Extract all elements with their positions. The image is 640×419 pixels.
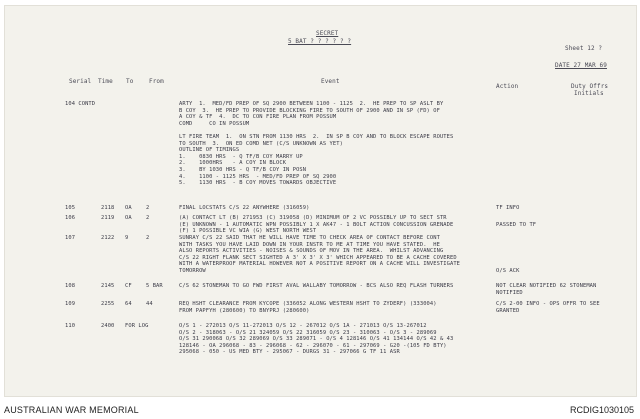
unit-title: 5 BAT ? ? ? ? ? ? (288, 38, 352, 45)
entry-event-line: (E) UNKNOWN - 1 AUTOMATIC WPN POSSIBLY 1 X AK47 - 1 BOLT ACTION CONCUSSION GRENADE (179, 221, 454, 228)
entry-serial: 110 (65, 323, 76, 329)
entry-to: 64 (125, 301, 132, 307)
entry-event-line: COMD CO IN POSSUM (179, 120, 250, 127)
archive-name: AUSTRALIAN WAR MEMORIAL (4, 405, 139, 415)
entry-event-line: SUNRAY C/S 22 SAID THAT HE WILL HAVE TIME TO CHECK AREA OF CONTACT BEFORE CONT (179, 235, 440, 241)
entry-action-line: GRANTED (496, 307, 520, 314)
classification: SECRET (316, 30, 339, 37)
entry-event-line: 3. BY 1030 HRS - Q TF/B COY IN POSN (179, 167, 307, 173)
entry-time: 2122 (101, 235, 115, 241)
log-date: DATE 27 MAR 69 (555, 62, 607, 69)
entry-event-line: LT FIRE TEAM 1. ON STN FROM 1130 HRS 2. IN SP B COY AND TO BLOCK ESCAPE ROUTES (179, 134, 454, 140)
entry-event-line: OUTLINE OF TIMINGS (179, 147, 240, 154)
entry-event-line: O/S 2 - 318063 - O/S 21 324059 O/S 22 316059 O/S 23 - 310063 - O/S 3 - 289069 (179, 329, 437, 336)
entry-event-line: 1. 0830 HRS - Q TF/B COY MARRY UP (179, 153, 303, 160)
entry-time: 2118 (101, 205, 115, 211)
entry-to: CF (125, 283, 132, 289)
col-event: Event (321, 78, 340, 85)
entry-event-line: 128146 - OA 296068 - 83 - 296068 - 62 - 296070 - 61 - 297069 - G20 -(105 FD BTY) (179, 342, 447, 349)
entry-event-line: FINAL LOCSTATS C/S 22 ANYWHERE (316059) (179, 205, 310, 211)
entry-action-line: TF INFO (496, 205, 520, 211)
entry-from: 5 BAR (146, 283, 163, 289)
entry-event-line: ARTY 1. MED/FD PREP OF SQ 2900 BETWEEN 1100 - 1125 2. HE PREP TO SP ASLT BY (179, 101, 444, 107)
entry-event-line: A COY & TF 4. DC TO CON FIRE PLAN FROM POSSUM (179, 114, 337, 121)
sheet-number: Sheet 12 ? (565, 45, 603, 52)
col-action: Action (496, 83, 519, 90)
entry-action-line: O/S ACK (496, 268, 520, 274)
entry-from: 2 (146, 235, 150, 241)
entry-event-line: (A) CONTACT LT (B) 271953 (C) 319058 (D) MINIMUM OF 2 VC POSSIBLY UP TO SECT STR (179, 215, 447, 221)
entry-event-line: 4. 1100 - 1125 HRS - MED/FD PREP OF SQ 2900 (179, 173, 337, 180)
entry-time: 2400 (101, 323, 115, 329)
entry-time: 2145 (101, 283, 115, 289)
record-id: RCDIG1030105 (569, 405, 634, 415)
col-time: Time (98, 78, 113, 85)
log-sheet (4, 5, 637, 397)
entry-to: FOR LOG (125, 323, 149, 329)
entry-event-line: TO SOUTH 3. ON ED COMD NET (C/S UNKNOWN AS YET) (179, 140, 343, 147)
col-to: To (126, 78, 134, 85)
entry-serial: 106 (65, 215, 76, 221)
entry-from: 2 (146, 215, 150, 221)
entry-serial: 104 CONTD (65, 101, 96, 107)
col-from: From (149, 78, 164, 85)
entry-event-line: 2. 1000HRS - A COY IN BLOCK (179, 160, 287, 167)
entry-event-line: O/S 31 290068 O/S 32 289069 O/S 33 289071 - O/S 4 128146 O/S 41 134144 O/S 42 & 43 (179, 336, 454, 343)
col-duty: Duty Offrs (571, 83, 609, 90)
entry-event-line: B COY 3. HE PREP TO PROVIDE BLOCKING FIRE TO SOUTH OF 2900 AND IN SP (FD) OF (179, 107, 440, 114)
entry-serial: 108 (65, 283, 76, 289)
entry-event-line: C/S 22 RIGHT FLANK SECT SIGHTED A 3' X 3' X 3' WHICH APPEARED TO BE A CACHE COVERED (179, 254, 457, 261)
entry-event-line: TOMORROW (179, 268, 206, 274)
entry-event-line: ALSO REPORTS ACTIVITIES - NOISES & SOUNDS OF MOV IN THE AREA. WHILST ADVANCING (179, 248, 444, 255)
entry-time: 2255 (101, 301, 115, 307)
entry-serial: 105 (65, 205, 76, 211)
entry-action-line: NOTIFIED (496, 289, 523, 296)
entry-to: OA (125, 205, 132, 211)
entry-event-line: 295068 - 050 - US MED BTY - 295067 - DURGS 31 - 297066 G TF 11 ASR (179, 349, 400, 356)
entry-serial: 109 (65, 301, 76, 307)
entry-to: OA (125, 215, 132, 221)
entry-serial: 107 (65, 235, 76, 241)
col-serial: Serial (69, 78, 92, 85)
entry-to: 9 (125, 235, 129, 241)
entry-from: 2 (146, 205, 150, 211)
col-initials: Initials (574, 90, 604, 97)
footer (0, 398, 640, 419)
entry-event-line: C/S 62 STONEMAN TO GO FWD FIRST AVAL WALLABY TOMORROW - BCS ALSO REQ FLASH TURNERS (179, 283, 454, 289)
entry-event-line: 5. 1130 HRS - B COY MOVES TOWARDS OBJECTIVE (179, 180, 337, 187)
entry-action-line: C/S 2-00 INFO - OPS OFFR TO SEE (496, 301, 600, 307)
entry-action-line: PASSED TO TF (496, 221, 537, 228)
entry-event-line: (F) 1 POSSIBLE VC WIA (G) WEST NORTH WEST (179, 228, 317, 235)
entry-event-line: FROM PAPFYH (280600) TO BNYPRJ (280600) (179, 307, 310, 314)
entry-time: 2119 (101, 215, 115, 221)
entry-event-line: O/S 1 - 272013 O/S 11-272013 O/S 12 - 267012 O/S 1A - 271013 O/S 13-267012 (179, 323, 427, 329)
entry-event-line: WITH TASKS YOU HAVE LAID DOWN IN YOUR INSTR TO ME AT TIME YOU HAVE STATED. HE (179, 241, 440, 248)
entry-event-line: REQ HSHT CLEARANCE FROM KYCOPE (336052 ALONG WESTERN HSHT TO ZYDERF) (333004) (179, 301, 437, 307)
entry-action-line: NOT CLEAR NOTIFIED 62 STONEMAN (496, 283, 597, 289)
entry-from: 44 (146, 301, 153, 307)
entry-event-line: WITH A WATERPROOF MATERIAL HOWEVER NOT A POSITIVE REPORT ON A CACHE WILL INVESTIGATE (179, 261, 461, 268)
